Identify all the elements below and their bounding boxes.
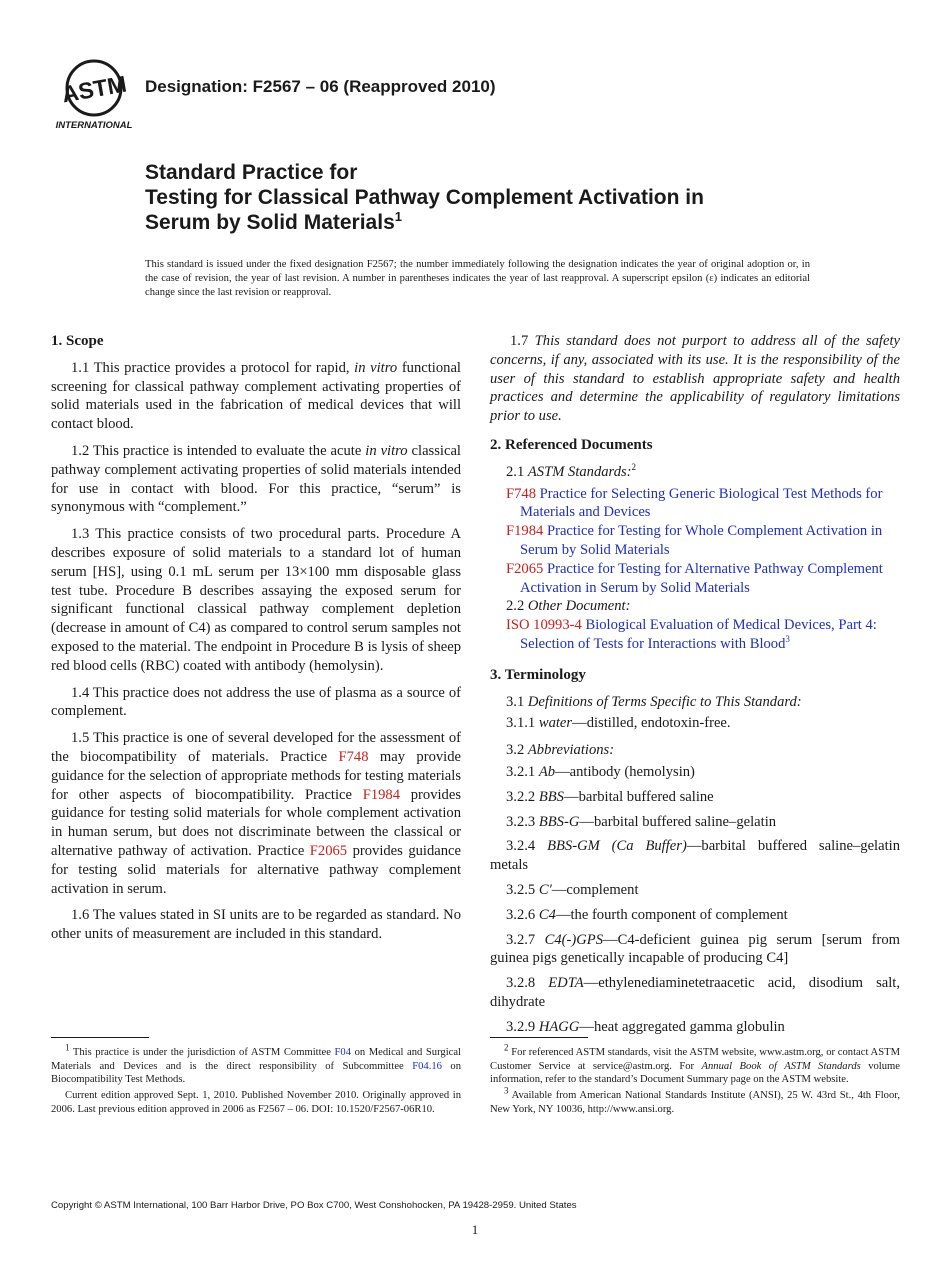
link-f04-16[interactable]: F04.16 [412, 1060, 442, 1072]
footnote-3 [490, 1085, 900, 1116]
para-2-1 [490, 463, 900, 482]
footnote-1-text-c: on Biocompatibility Test Methods. [51, 1060, 461, 1086]
abbr-def: —barbital buffered saline [563, 788, 714, 805]
footnote-2-text-a: For referenced ASTM standards, visit the ASTM website, www.astm.org, or contact ASTM Customer Service at service@astm.org. For [490, 1047, 900, 1072]
para-2-1-num: 2.1 [506, 463, 528, 480]
para-1-5-text-c: provides guidance for testing solid materials for whole complement activation in human serum, but does not discriminate between the classical or alternative pathway of activation. Practice [51, 786, 461, 859]
para-2-2 [490, 597, 900, 616]
para-1-4: 1.4 This practice does not address the use of plasma as a source of complement. [51, 684, 461, 720]
para-1-1-italic: in vitro [354, 359, 398, 376]
para-1-5 [51, 729, 461, 898]
astm-logo [52, 56, 136, 132]
abbr-term: C4 [538, 906, 556, 923]
para-1-2 [51, 442, 461, 517]
right-column [490, 332, 900, 1043]
para-2-1-label: ASTM Standards: [527, 463, 632, 480]
abbr-term: BBS-GM (Ca Buffer) [547, 838, 687, 855]
abbr-num: 3.2.4 [506, 838, 548, 855]
abbr-def: —heat aggregated gamma globulin [579, 1018, 785, 1035]
page-title [145, 160, 845, 235]
abbr-item [490, 931, 900, 969]
abbr-def: —antibody (hemolysin) [555, 763, 695, 780]
ref-code[interactable]: F748 [506, 485, 537, 502]
link-f2065[interactable]: F2065 [309, 842, 348, 859]
footnote-divider-right [490, 1037, 588, 1038]
ref-item[interactable] [490, 560, 900, 598]
abbr-item [490, 837, 900, 875]
ref-item[interactable] [490, 522, 900, 560]
footnote-2-text-b: volume information, refer to the standard’s Document Summary page on the ASTM website. [490, 1060, 900, 1086]
title-line-2: Testing for Classical Pathway Complement Activation in [145, 186, 704, 209]
para-1-7-text: This standard does not purport to address all of the safety concerns, if any, associated with its use. It is the responsibility of the user of this standard to establish appropriate safety and health practices and determine the applicability of regulatory limitations prior to use. [490, 333, 900, 425]
para-3-2 [490, 741, 900, 760]
ref-title-iso[interactable]: Biological Evaluation of Medical Devices, Part 4: Selection of Tests for Interactions with Blood [520, 617, 877, 652]
abbr-item [490, 906, 900, 925]
title-line-3-text: Serum by Solid Materials [145, 211, 395, 234]
abbr-term: C′ [538, 881, 552, 898]
title-line-3 [145, 210, 845, 235]
abbr-term: C4(-)GPS [544, 931, 604, 948]
link-f04[interactable]: F04 [334, 1047, 351, 1058]
abbr-num: 3.2.1 [506, 763, 539, 780]
footnote-divider-left [51, 1037, 149, 1038]
section-2-heading: 2. Referenced Documents [490, 436, 653, 453]
footnote-3-marker: 3 [504, 1085, 509, 1096]
abbr-item [490, 1018, 900, 1037]
abbr-num: 3.2.3 [506, 813, 539, 830]
footnote-2-marker: 2 [504, 1042, 509, 1053]
link-f1984[interactable]: F1984 [362, 786, 401, 803]
para-1-1 [51, 359, 461, 434]
section-3-heading: 3. Terminology [490, 666, 586, 683]
copyright: Copyright © ASTM International, 100 Barr Harbor Drive, PO Box C700, West Conshohocken, PA 19428-2959. United States [51, 1200, 577, 1211]
para-1-5-text-a: 1.5 This practice is one of several developed for the assessment of the biocompatibility of materials. Practice [51, 730, 461, 765]
logo-subtext: INTERNATIONAL [55, 120, 133, 131]
footnote-marker-3: 3 [785, 634, 790, 645]
abbr-def: —ethylenediaminetetraacetic acid, disodium salt, dihydrate [490, 975, 900, 1010]
abbr-def: —barbital buffered saline–gelatin [579, 813, 777, 830]
abbr-def: —complement [551, 881, 639, 898]
section-1-heading: 1. Scope [51, 333, 104, 349]
footnotes-left [51, 1042, 461, 1119]
footnote-2 [490, 1042, 900, 1087]
ref-item[interactable] [490, 485, 900, 523]
para-1-1-text-a: 1.1 This practice provides a protocol for rapid, [71, 359, 355, 376]
abbr-num: 3.2.5 [506, 881, 539, 898]
para-3-1-1 [490, 714, 900, 733]
para-3-1 [490, 693, 900, 712]
ref-title[interactable]: Practice for Testing for Alternative Pathway Complement Activation in Serum by Solid Materials [520, 560, 883, 596]
para-3-1-1-num: 3.1.1 [506, 715, 539, 732]
ref-title[interactable]: Practice for Testing for Whole Complement Activation in Serum by Solid Materials [520, 523, 883, 558]
footnote-2-italic: Annual Book of ASTM Standards [701, 1060, 861, 1072]
para-1-5-text-b: may provide guidance for the selection of appropriate methods for testing materials for other aspects of biocompatibility. Practice [51, 748, 461, 803]
abbr-term: EDTA [548, 975, 584, 992]
abbr-item [490, 881, 900, 900]
ref-title[interactable]: Practice for Selecting Generic Biological Test Methods for Materials and Devices [520, 485, 883, 521]
footnote-1-marker: 1 [65, 1042, 70, 1053]
footnote-1-text-a: This practice is under the jurisdiction of ASTM Committee [69, 1047, 335, 1058]
para-2-2-num: 2.2 [506, 598, 528, 615]
abbr-num: 3.2.8 [506, 975, 549, 992]
abbr-num: 3.2.9 [506, 1018, 539, 1035]
para-3-1-1-def: —distilled, endotoxin-free. [572, 715, 731, 732]
title-footnote-marker: 1 [394, 209, 402, 224]
abbr-def: —barbital buffered saline–gelatin metals [490, 838, 900, 874]
abbr-item [490, 763, 900, 782]
abbr-num: 3.2.2 [506, 788, 539, 805]
ref-code[interactable]: F2065 [506, 560, 544, 577]
footnote-1 [51, 1042, 461, 1087]
designation: Designation: F2567 – 06 (Reapproved 2010) [145, 77, 496, 96]
para-1-7 [490, 332, 900, 426]
title-line-1: Standard Practice for [145, 161, 358, 184]
astm-logo-icon [52, 56, 136, 132]
abbr-def: —C4-deficient guinea pig serum [serum from guinea pigs genetically incapable of producing C4] [490, 931, 900, 967]
para-3-2-label: Abbreviations: [527, 742, 615, 759]
para-3-1-label: Definitions of Terms Specific to This Standard: [527, 693, 802, 710]
ref-code-iso[interactable]: ISO 10993-4 [506, 617, 582, 634]
para-2-2-label: Other Document: [527, 598, 631, 615]
logo-text: ASTM [59, 70, 129, 108]
para-1-2-text-b: classical pathway complement activating properties of solid materials intended for use in contact with blood. For this practice, “serum” is synonymous with “complement.” [51, 442, 461, 516]
para-1-3: 1.3 This practice consists of two procedural parts. Procedure A describes exposure of solid materials to a standard lot of human serum [HS], using 0.1 mL serum per 13×100 mm disposable glass test tube. Procedure B describes assaying the exposed serum for significant functional classical pathway complement depletion (decrease in amount of C4) as compared to control serum samples not exposed to the material. The endpoint in Procedure B is lysis of sheep red blood cells (RBC) coated with antibody (hemolysin). [51, 526, 461, 674]
para-1-1-text-b: functional screening for classical pathway complement activating properties of solid materials used in the fabrication of medical devices that will contact blood. [51, 359, 461, 433]
left-column [51, 332, 461, 952]
para-1-6: 1.6 The values stated in SI units are to be regarded as standard. No other units of measurement are included in this standard. [51, 907, 461, 943]
abbr-term: Ab [538, 763, 556, 780]
para-1-5-text-d: provides guidance for testing solid materials for alternative pathway complement activation in serum. [51, 842, 461, 897]
footnote-1-text-b: on Medical and Surgical Materials and Devices and is the direct responsibility of Subcommittee [51, 1047, 461, 1072]
para-3-1-1-term: water [538, 715, 573, 732]
abbr-item [490, 974, 900, 1012]
abbr-item [490, 788, 900, 807]
footnote-1b: Current edition approved Sept. 1, 2010. Published November 2010. Originally approved in 2006. Last previous edition approved in 2006 as F2567 – 06. DOI: 10.1520/F2567-06R10. [51, 1090, 461, 1115]
abbr-item [490, 813, 900, 832]
footnote-3-text: Available from American National Standards Institute (ANSI), 25 W. 43rd St., 4th Floor, New York, NY 10036, http://www.ansi.org. [490, 1090, 900, 1115]
page-number: 1 [471, 1222, 479, 1237]
ref-code[interactable]: F1984 [506, 523, 544, 540]
link-f748[interactable]: F748 [338, 748, 369, 765]
abbr-term: BBS-G [538, 813, 580, 830]
abbr-num: 3.2.6 [506, 906, 539, 923]
abbr-num: 3.2.7 [506, 931, 545, 948]
para-1-2-text-a: 1.2 This practice is intended to evaluate the acute [71, 442, 366, 459]
footnote-marker-2: 2 [631, 461, 637, 472]
para-3-1-num: 3.1 [506, 693, 528, 710]
designation-notice: This standard is issued under the fixed designation F2567; the number immediately following the designation indicates the year of original adoption or, in the case of revision, the year of last revision. A number in parentheses indicates the year of last reapproval. A superscript epsilon (ε) indicates an editorial change since the last revision or reapproval. [145, 259, 810, 298]
para-1-7-num: 1.7 [510, 333, 535, 349]
ref-item-iso[interactable] [490, 616, 900, 654]
footnotes-right [490, 1042, 900, 1119]
para-1-2-italic: in vitro [365, 442, 408, 459]
para-3-2-num: 3.2 [506, 742, 528, 759]
abbr-term: BBS [538, 788, 564, 805]
abbr-def: —the fourth component of complement [555, 906, 788, 923]
abbr-term: HAGG [538, 1018, 580, 1035]
